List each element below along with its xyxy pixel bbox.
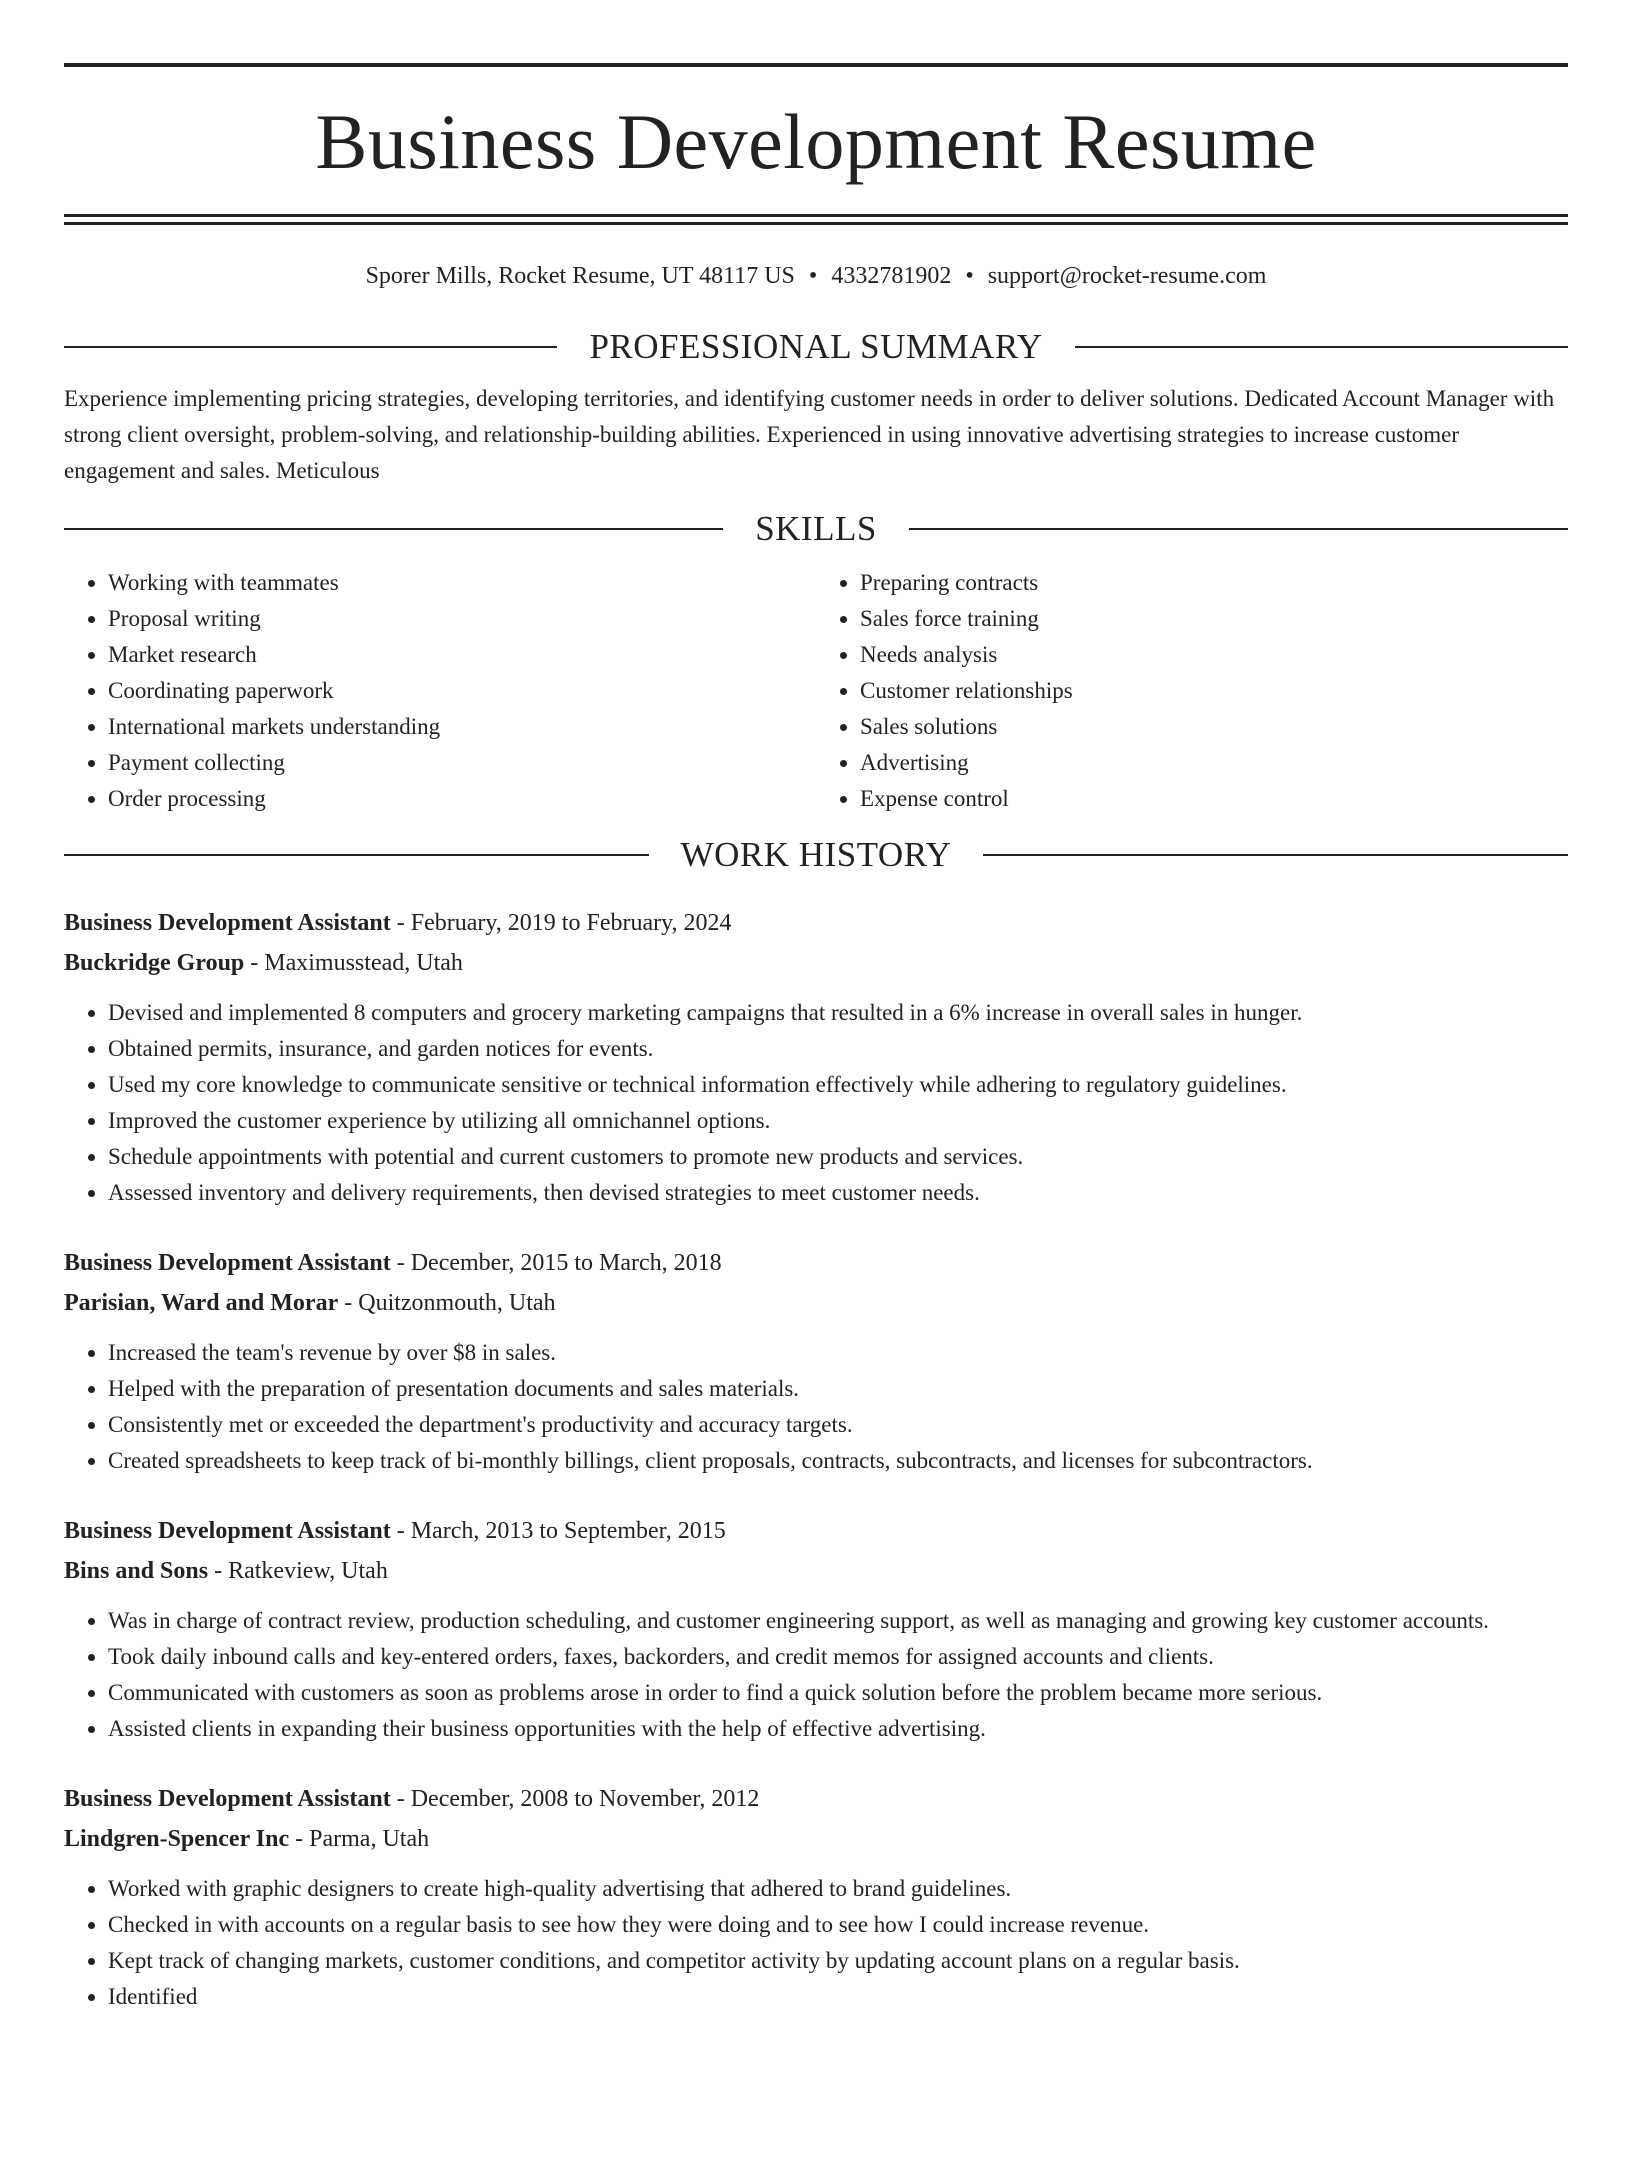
- heading-rule: [1075, 346, 1568, 348]
- job-bullet: • Communicated with customers as soon as problems arose in order to find a quick solution before the problem became more serious.: [108, 1675, 1568, 1711]
- skill-item: • Customer relationships: [860, 673, 1568, 709]
- job-bullet: • Took daily inbound calls and key-entered orders, faxes, backorders, and credit memos for assigned accounts and clients.: [108, 1639, 1568, 1675]
- skill-item: • Needs analysis: [860, 637, 1568, 673]
- contact-address: Sporer Mills, Rocket Resume, UT 48117 US: [365, 263, 795, 289]
- job-company: Parisian, Ward and Morar: [64, 1290, 339, 1316]
- job-bullet: • Assisted clients in expanding their business opportunities with the help of effective advertising.: [108, 1711, 1568, 1747]
- skill-item: • Order processing: [108, 781, 816, 817]
- dash-separator: -: [390, 910, 411, 936]
- job-bullet: • Improved the customer experience by utilizing all omnichannel options.: [108, 1103, 1568, 1139]
- top-rule: [64, 63, 1568, 67]
- job-bullets: [64, 1603, 1568, 1747]
- dash-separator: -: [289, 1826, 310, 1852]
- contact-email: support@rocket-resume.com: [987, 263, 1267, 289]
- dash-separator: -: [390, 1786, 411, 1812]
- skills-list-right: [816, 565, 1568, 817]
- job-company: Buckridge Group: [64, 950, 245, 976]
- job-company-line: [64, 1551, 1568, 1591]
- skill-item: • Payment collecting: [108, 745, 816, 781]
- skill-item: • Expense control: [860, 781, 1568, 817]
- skill-item: • Advertising: [860, 745, 1568, 781]
- summary-text: Experience implementing pricing strategies, developing territories, and identifying customer needs in order to deliver solutions. Dedicated Account Manager with strong client oversight, problem-solving, and relationship-building abilities. Experienced in using innovative advertising strategies to increase customer engagement and sales. Meticulous: [64, 386, 1555, 483]
- job-bullet: • Used my core knowledge to communicate sensitive or technical information effectively while adhering to regulatory guidelines.: [108, 1067, 1568, 1103]
- skill-item: • Coordinating paperwork: [108, 673, 816, 709]
- job-title-line: [64, 903, 1568, 943]
- job-bullet: • Increased the team's revenue by over $8 in sales.: [108, 1335, 1568, 1371]
- job-location: Maximusstead, Utah: [264, 950, 463, 976]
- contact-phone: 4332781902: [831, 263, 952, 289]
- dash-separator: -: [244, 950, 265, 976]
- job-location: Ratkeview, Utah: [228, 1558, 388, 1584]
- job-title-line: [64, 1243, 1568, 1283]
- job-company-line: [64, 1283, 1568, 1323]
- resume-title: Business Development Resume: [315, 98, 1317, 185]
- job-bullet: • Created spreadsheets to keep track of bi-monthly billings, client proposals, contracts, subcontracts, and licenses for subcontractors.: [108, 1443, 1568, 1479]
- heading-rule: [64, 346, 557, 348]
- job-company: Bins and Sons: [64, 1558, 209, 1584]
- contact-separator: •: [965, 263, 974, 289]
- job-dates: March, 2013 to September, 2015: [410, 1518, 726, 1544]
- job-title-line: [64, 1779, 1568, 1819]
- skill-item: • International markets understanding: [108, 709, 816, 745]
- skill-item: • Proposal writing: [108, 601, 816, 637]
- skill-item: • Market research: [108, 637, 816, 673]
- job-dates: December, 2015 to March, 2018: [410, 1250, 722, 1276]
- work-heading: [64, 833, 1568, 877]
- skill-item: • Sales solutions: [860, 709, 1568, 745]
- job-dates: December, 2008 to November, 2012: [410, 1786, 760, 1812]
- job-bullet: • Worked with graphic designers to create high-quality advertising that adhered to brand guidelines.: [108, 1871, 1568, 1907]
- job-bullet: • Schedule appointments with potential and current customers to promote new products and services.: [108, 1139, 1568, 1175]
- title-double-rule: [64, 214, 1568, 225]
- summary-heading: [64, 325, 1568, 369]
- job-title: Business Development Assistant: [64, 1786, 391, 1812]
- job-title-line: [64, 1511, 1568, 1551]
- job-bullet: • Kept track of changing markets, customer conditions, and competitor activity by updating account plans on a regular basis.: [108, 1943, 1568, 1979]
- job-company: Lindgren-Spencer Inc: [64, 1826, 290, 1852]
- job-location: Parma, Utah: [309, 1826, 430, 1852]
- job-bullet: • Obtained permits, insurance, and garden notices for events.: [108, 1031, 1568, 1067]
- skill-item: • Preparing contracts: [860, 565, 1568, 601]
- heading-rule: [983, 854, 1568, 856]
- job-dates: February, 2019 to February, 2024: [410, 910, 732, 936]
- work-heading-label: WORK HISTORY: [680, 835, 952, 874]
- job-bullets: [64, 995, 1568, 1211]
- heading-rule: [64, 528, 723, 530]
- job-company-line: [64, 1819, 1568, 1859]
- skills-list-left: [64, 565, 816, 817]
- job-bullet: • Helped with the preparation of presentation documents and sales materials.: [108, 1371, 1568, 1407]
- dash-separator: -: [390, 1250, 411, 1276]
- skill-item: • Sales force training: [860, 601, 1568, 637]
- heading-rule: [64, 854, 649, 856]
- job-bullet: • Identified: [108, 1979, 1568, 2015]
- job-entry: [64, 1243, 1568, 1479]
- job-title: Business Development Assistant: [64, 910, 391, 936]
- heading-rule: [909, 528, 1568, 530]
- job-title: Business Development Assistant: [64, 1518, 391, 1544]
- job-bullet: • Checked in with accounts on a regular basis to see how they were doing and to see how I could increase revenue.: [108, 1907, 1568, 1943]
- skills-columns: [64, 565, 1568, 817]
- job-bullet: • Devised and implemented 8 computers and grocery marketing campaigns that resulted in a 6% increase in overall sales in hunger.: [108, 995, 1568, 1031]
- skills-heading: [64, 507, 1568, 551]
- dash-separator: -: [390, 1518, 411, 1544]
- job-entry: [64, 1511, 1568, 1747]
- contact-line: [64, 261, 1568, 291]
- job-entry: [64, 1779, 1568, 2015]
- job-bullets: [64, 1335, 1568, 1479]
- job-bullet: • Assessed inventory and delivery requirements, then devised strategies to meet customer needs.: [108, 1175, 1568, 1211]
- job-entry: [64, 903, 1568, 1211]
- contact-separator: •: [808, 263, 818, 289]
- job-bullet: • Was in charge of contract review, production scheduling, and customer engineering support, as well as managing and growing key customer accounts.: [108, 1603, 1568, 1639]
- skill-item: • Working with teammates: [108, 565, 816, 601]
- resume-page: [0, 63, 1632, 2175]
- job-company-line: [64, 943, 1568, 983]
- dash-separator: -: [338, 1290, 359, 1316]
- skills-heading-label: SKILLS: [755, 509, 877, 548]
- job-bullet: • Consistently met or exceeded the department's productivity and accuracy targets.: [108, 1407, 1568, 1443]
- job-title: Business Development Assistant: [64, 1250, 391, 1276]
- job-location: Quitzonmouth, Utah: [358, 1290, 556, 1316]
- dash-separator: -: [208, 1558, 229, 1584]
- job-bullets: [64, 1871, 1568, 2015]
- summary-heading-label: PROFESSIONAL SUMMARY: [589, 327, 1043, 366]
- work-history-list: [64, 903, 1568, 2015]
